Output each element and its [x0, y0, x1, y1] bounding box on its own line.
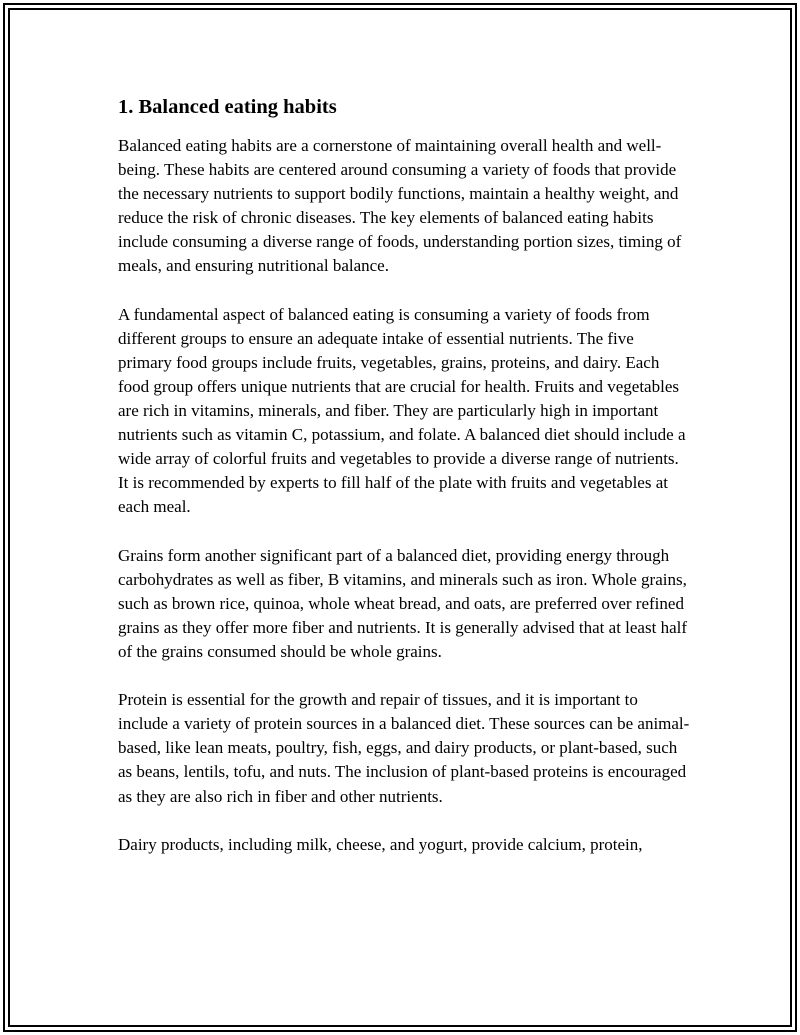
document-body: [118, 94, 690, 881]
paragraph-food-groups: A fundamental aspect of balanced eating is consuming a variety of foods from different groups to ensure an adequate intake of essential nutrients. The five primary food groups include fruits, vegetables, grains, proteins, and dairy. Each food group offers unique nutrients that are crucial for health. Fruits and vegetables are rich in vitamins, minerals, and fiber. They are particularly high in important nutrients such as vitamin C, potassium, and folate. A balanced diet should include a wide array of colorful fruits and vegetables to provide a diverse range of nutrients. It is recommended by experts to fill half of the plate with fruits and vegetables at each meal.: [118, 304, 686, 517]
paragraph-protein: Protein is essential for the growth and repair of tissues, and it is important to include a variety of protein sources in a balanced diet. These sources can be animal-based, like lean meats, poultry, fish, eggs, and dairy products, or plant-based, such as beans, lentils, tofu, and nuts. The inclusion of plant-based proteins is encouraged as they are also rich in fiber and other nutrients.: [118, 690, 690, 806]
section-heading: 1. Balanced eating habits: [118, 96, 337, 118]
paragraph-intro: Balanced eating habits are a cornerstone of maintaining overall health and well-being. These habits are centered around consuming a variety of foods that provide the necessary nutrients to support bodily functions, maintain a healthy weight, and reduce the risk of chronic diseases. The key elements of balanced eating habits include consuming a diverse range of foods, understanding portion sizes, timing of meals, and ensuring nutritional balance.: [118, 136, 682, 276]
paragraph-grains: Grains form another significant part of a balanced diet, providing energy through carbohydrates as well as fiber, B vitamins, and minerals such as iron. Whole grains, such as brown rice, quinoa, whole wheat bread, and oats, are preferred over refined grains as they offer more fiber and nutrients. It is generally advised that at least half of the grains consumed should be whole grains.: [118, 545, 687, 661]
paragraph-dairy: Dairy products, including milk, cheese, and yogurt, provide calcium, protein,: [118, 834, 643, 854]
